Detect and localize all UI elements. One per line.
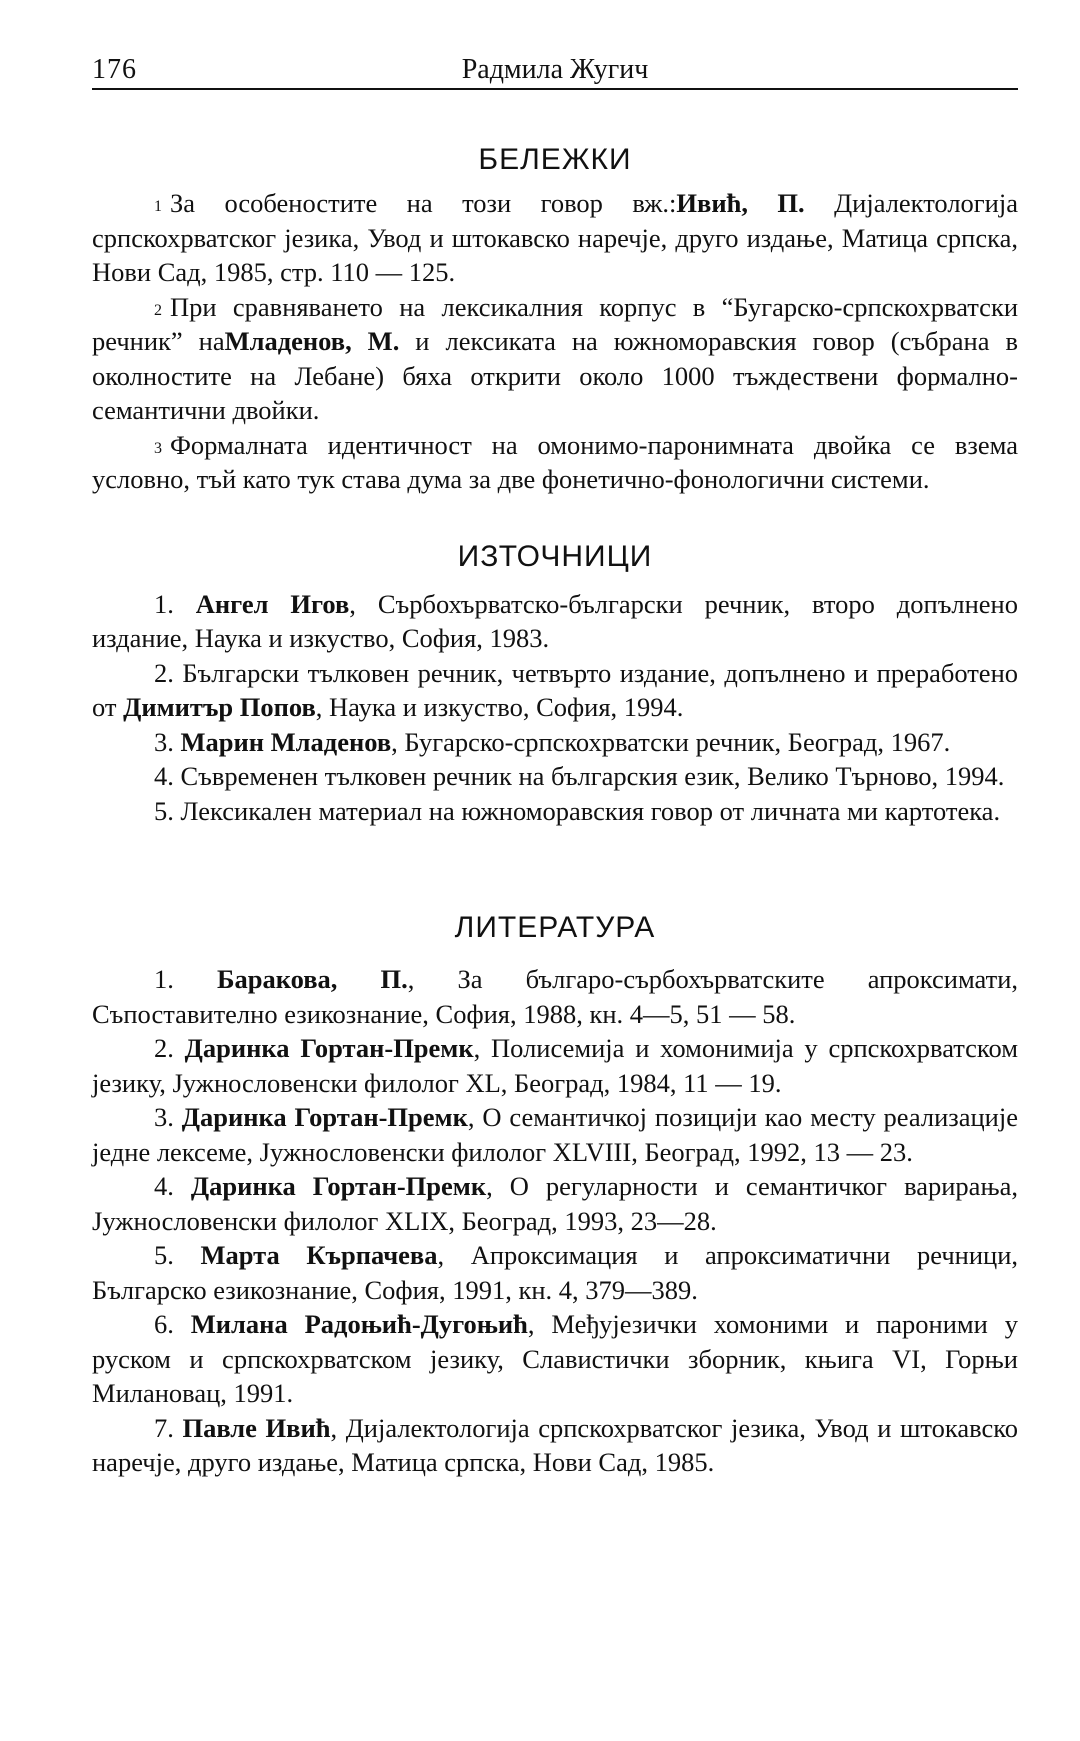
source-author: Димитър Попов [123, 692, 316, 722]
source-item: 4. Съвременен тълковен речник на българския език, Велико Търново, 1994. [154, 761, 1005, 791]
note-item: $^3$ Формалната идентичност на омонимо-паронимната двойка се взема условно, тъй като тук става дума за две фонетично-фонологични системи. [92, 429, 1018, 494]
literature-author: Даринка Гортан-Премк [184, 1033, 474, 1063]
page-number: 176 [92, 54, 137, 85]
source-author: Марин Младенов [180, 726, 392, 757]
literature-heading: ЛИТЕРАТУРА [454, 911, 656, 944]
source-item: 3. Марин Младенов, Бугарско-српскохрватски речник, Београд, 1967. [154, 726, 951, 757]
literature-item: 3. Даринка Гортан-Премк, О семантичкој позицији као месту реализације једне лексеме, Јужнословенски филолог XLVIII, Београд, 1992, 13 — 23. [92, 1102, 1018, 1167]
literature-author: Баракова, П. [216, 964, 408, 994]
note-item: $^1$ За особеностите на този говор вж.:Ивић, П. Дијалектологија српскохрватског језика, Увод и штокавско наречје, друго издање, Матица српска, Нови Сад, 1985, стр. 110 — 125. [92, 188, 1018, 287]
note-number: 2 [154, 301, 162, 319]
source-item: 1. Ангел Игов, Сърбохърватско-български речник, второ допълнено издание, Наука и изкуство, София, 1983. [92, 588, 1018, 653]
literature-item: 5. Марта Кърпачева, Апроксимация и апроксиматични речници, Българско езикознание, София, 1991, кн. 4, 379—389. [92, 1240, 1018, 1305]
source-author: Ангел Игов [195, 588, 350, 619]
running-head [92, 52, 1018, 90]
note-item: $^2$ При сравняването на лексикалния корпус в “Бугарско-српскохрватски речник” наМладенов, М. и лексиката на южноморавския говор (събрана в околностите на Лебане) бяха открити около 1000 тъждествени формално-семантични двойки. [92, 291, 1018, 425]
notes-heading: БЕЛЕЖКИ [478, 143, 632, 176]
literature-author: Павле Ивић [182, 1412, 331, 1443]
note-number: 1 [154, 198, 162, 215]
literature-item: 6. Милана Радоњић-Дугоњић, Међујезички хомоними и пароними у руском и српскохрватском језику, Славистички зборник, књига VI, Горњи Милановац, 1991. [92, 1309, 1019, 1408]
literature-author: Даринка Гортан-Премк [181, 1102, 468, 1132]
literature-item: 2. Даринка Гортан-Премк, Полисемија и хомонимија у српскохрватском језику, Јужнословенски филолог XL, Београд, 1984, 11 — 19. [92, 1033, 1018, 1098]
note-author: Младенов, М. [224, 326, 400, 356]
page-content [92, 140, 1018, 1480]
sources-heading: ИЗТОЧНИЦИ [457, 539, 653, 573]
note-author: Ивић, П. [676, 188, 805, 218]
literature-item: 1. Баракова, П., За българо-сърбохърватските апроксимати, Съпоставително езикознание, София, 1988, кн. 4—5, 51 — 58. [92, 964, 1018, 1029]
note-number: 3 [154, 439, 162, 457]
source-item: 5. Лексикален материал на южноморавския говор от личната ми картотека. [154, 795, 1001, 826]
literature-item: 7. Павле Ивић, Дијалектологија српскохрватског језика, Увод и штокавско наречје, друго издање, Матица српска, Нови Сад, 1985. [92, 1412, 1019, 1477]
literature-item: 4. Даринка Гортан-Премк, О регуларности и семантичког варирања, Јужнословенски филолог XLIX, Београд, 1993, 23—28. [92, 1171, 1018, 1236]
literature-author: Милана Радоњић-Дугоњић [190, 1309, 528, 1339]
literature-author: Марта Кърпачева [200, 1240, 438, 1270]
literature-author: Даринка Гортан-Премк [190, 1171, 487, 1201]
source-item: 2. Български тълковен речник, четвърто издание, допълнено и преработено от Димитър Попов, Наука и изкуство, София, 1994. [92, 657, 1018, 722]
running-title: Радмила Жугич [461, 54, 649, 85]
